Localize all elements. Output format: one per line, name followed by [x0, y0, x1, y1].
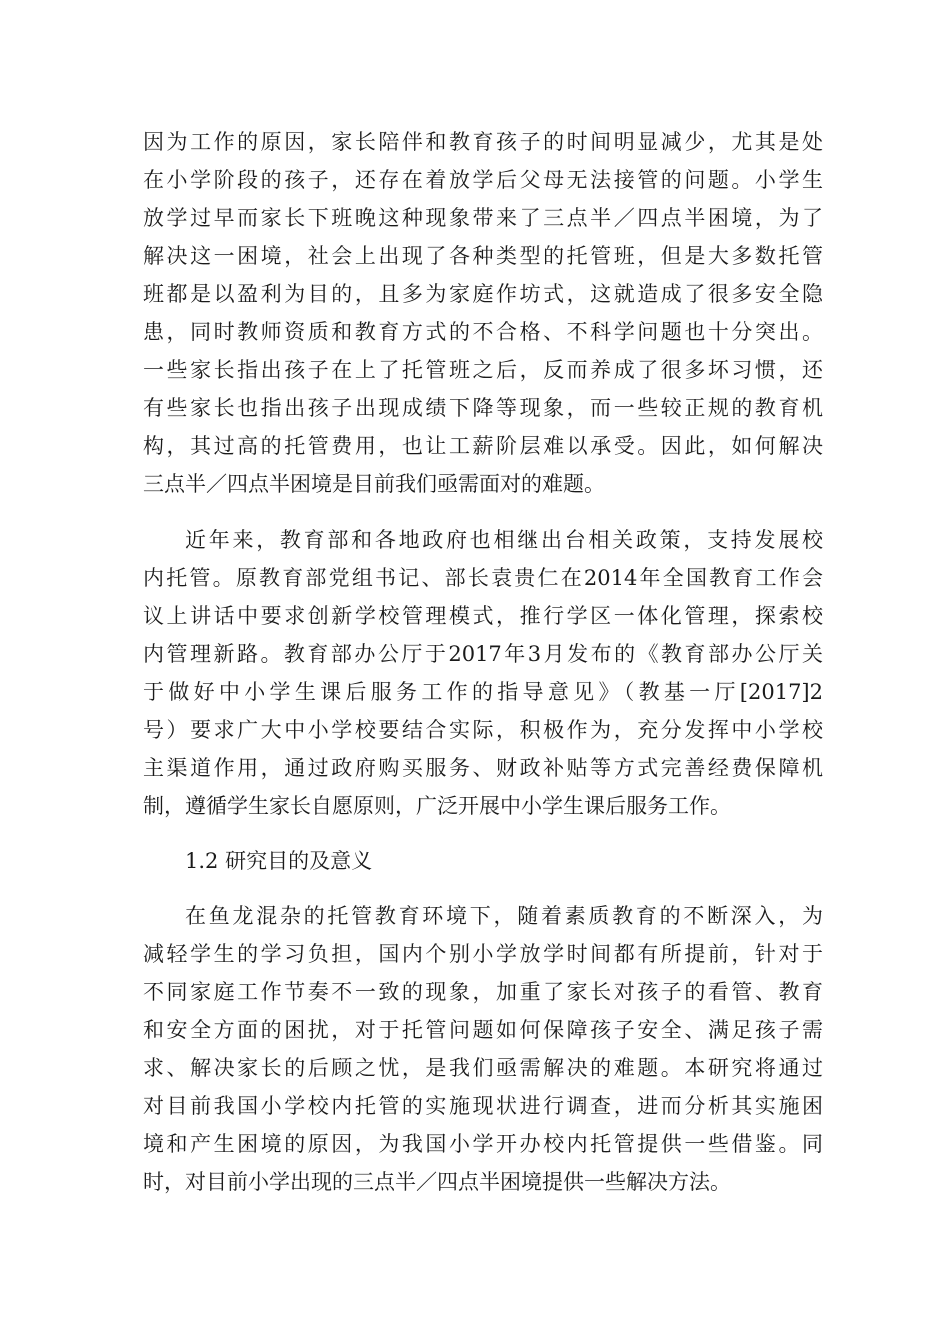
paragraph-line: 一些家长指出孩子在上了托管班之后，反而养成了很多坏习惯，还 — [143, 358, 823, 382]
section-heading: 1.2 研究目的及意义 — [185, 849, 373, 873]
paragraph-line: 时，对目前小学出现的三点半／四点半困境提供一些解决方法。 — [143, 1170, 731, 1194]
paragraph-line: 在鱼龙混杂的托管教育环境下，随着素质教育的不断深入，为 — [185, 904, 823, 928]
paragraph-line: 于做好中小学生课后服务工作的指导意见》（教基一厅[2017]2 — [143, 680, 823, 704]
paragraph-line: 患，同时教师资质和教育方式的不合格、不科学问题也十分突出。 — [143, 320, 823, 344]
paragraph-line: 号）要求广大中小学校要结合实际，积极作为，充分发挥中小学校 — [143, 718, 823, 742]
paragraph-line: 近年来，教育部和各地政府也相继出台相关政策，支持发展校 — [185, 528, 823, 552]
paragraph-line: 三点半／四点半困境是目前我们亟需面对的难题。 — [143, 472, 605, 496]
paragraph-line: 解决这一困境，社会上出现了各种类型的托管班，但是大多数托管 — [143, 244, 823, 268]
paragraph-line: 境和产生困境的原因，为我国小学开办校内托管提供一些借鉴。同 — [143, 1132, 823, 1156]
paragraph-line: 不同家庭工作节奏不一致的现象，加重了家长对孩子的看管、教育 — [143, 980, 823, 1004]
paragraph-line: 内管理新路。教育部办公厅于2017年3月发布的《教育部办公厅关 — [143, 642, 823, 666]
paragraph-line: 主渠道作用，通过政府购买服务、财政补贴等方式完善经费保障机 — [143, 756, 823, 780]
paragraph-line: 构，其过高的托管费用，也让工薪阶层难以承受。因此，如何解决 — [143, 434, 823, 458]
paragraph-line: 内托管。原教育部党组书记、部长袁贵仁在2014年全国教育工作会 — [143, 566, 823, 590]
paragraph-line: 议上讲话中要求创新学校管理模式，推行学区一体化管理，探索校 — [143, 604, 823, 628]
paragraph-line: 放学过早而家长下班晚这种现象带来了三点半／四点半困境，为了 — [143, 206, 823, 230]
paragraph-line: 因为工作的原因，家长陪伴和教育孩子的时间明显减少，尤其是处 — [143, 130, 823, 154]
paragraph-line: 减轻学生的学习负担，国内个别小学放学时间都有所提前，针对于 — [143, 942, 823, 966]
paragraph-line: 班都是以盈利为目的，且多为家庭作坊式，这就造成了很多安全隐 — [143, 282, 823, 306]
paragraph-line: 制，遵循学生家长自愿原则，广泛开展中小学生课后服务工作。 — [143, 794, 731, 818]
paragraph-line: 在小学阶段的孩子，还存在着放学后父母无法接管的问题。小学生 — [143, 168, 823, 192]
paragraph-line: 对目前我国小学校内托管的实施现状进行调查，进而分析其实施困 — [143, 1094, 823, 1118]
paragraph-line: 和安全方面的困扰，对于托管问题如何保障孩子安全、满足孩子需 — [143, 1018, 823, 1042]
paragraph-line: 有些家长也指出孩子出现成绩下降等现象，而一些较正规的教育机 — [143, 396, 823, 420]
paragraph-line: 求、解决家长的后顾之忧，是我们亟需解决的难题。本研究将通过 — [143, 1056, 823, 1080]
